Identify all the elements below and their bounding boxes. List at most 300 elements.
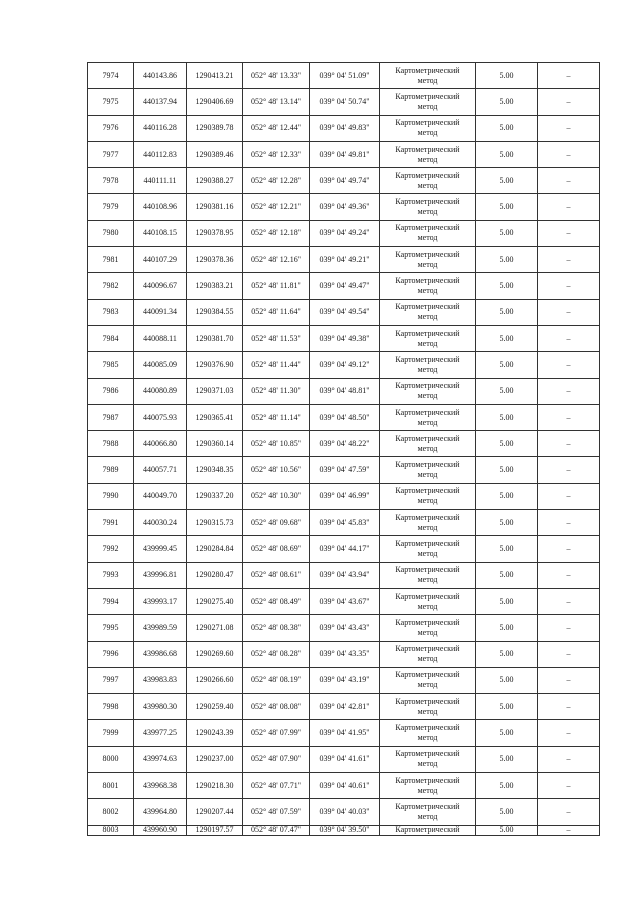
method-line-2: метод	[417, 233, 438, 243]
x-coordinate-cell: 440111.11	[134, 168, 187, 194]
method-line-1: Картометрический	[395, 749, 460, 759]
y-coordinate-cell: 1290237.00	[187, 746, 243, 772]
x-coordinate-cell: 440080.89	[134, 378, 187, 404]
note-cell: –	[538, 457, 600, 483]
latitude-cell: 052° 48' 10.56"	[243, 457, 310, 483]
x-coordinate-cell: 440116.28	[134, 115, 187, 141]
latitude-cell: 052° 48' 11.14"	[243, 404, 310, 430]
point-number-cell: 8001	[88, 773, 134, 799]
point-number-cell: 8000	[88, 746, 134, 772]
table-row	[88, 457, 600, 483]
accuracy-cell: 5.00	[476, 641, 538, 667]
method-line-1: Картометрический	[395, 144, 460, 154]
accuracy-cell: 5.00	[476, 825, 538, 835]
x-coordinate-cell: 439996.81	[134, 562, 187, 588]
table-row	[88, 115, 600, 141]
note-cell: –	[538, 141, 600, 167]
note-cell: –	[538, 825, 600, 835]
note-cell: –	[538, 273, 600, 299]
x-coordinate-cell: 440108.96	[134, 194, 187, 220]
x-coordinate-cell: 439977.25	[134, 720, 187, 746]
table-row	[88, 641, 600, 667]
method-line-1: Картометрический	[395, 354, 460, 364]
table-row	[88, 431, 600, 457]
point-number-cell: 7995	[88, 615, 134, 641]
note-cell: –	[538, 588, 600, 614]
x-coordinate-cell: 440096.67	[134, 273, 187, 299]
table-row	[88, 63, 600, 89]
y-coordinate-cell: 1290259.40	[187, 694, 243, 720]
accuracy-cell: 5.00	[476, 746, 538, 772]
latitude-cell: 052° 48' 12.18"	[243, 220, 310, 246]
accuracy-cell: 5.00	[476, 299, 538, 325]
latitude-cell: 052° 48' 13.33"	[243, 63, 310, 89]
method-cell	[380, 562, 476, 588]
table-row	[88, 89, 600, 115]
method-line-2: метод	[417, 548, 438, 558]
method-line-2: метод	[417, 785, 438, 795]
accuracy-cell: 5.00	[476, 799, 538, 825]
method-line-2: метод	[417, 75, 438, 85]
longitude-cell: 039° 04' 44.17"	[310, 536, 380, 562]
longitude-cell: 039° 04' 49.12"	[310, 352, 380, 378]
x-coordinate-cell: 440085.09	[134, 352, 187, 378]
method-cell	[380, 536, 476, 562]
method-line-2: метод	[417, 207, 438, 217]
y-coordinate-cell: 1290413.21	[187, 63, 243, 89]
latitude-cell: 052° 48' 10.85"	[243, 431, 310, 457]
method-cell	[380, 457, 476, 483]
x-coordinate-cell: 439964.80	[134, 799, 187, 825]
y-coordinate-cell: 1290337.20	[187, 483, 243, 509]
note-cell: –	[538, 115, 600, 141]
method-line-2: метод	[417, 391, 438, 401]
longitude-cell: 039° 04' 43.94"	[310, 562, 380, 588]
accuracy-cell: 5.00	[476, 141, 538, 167]
latitude-cell: 052° 48' 07.47"	[243, 825, 310, 835]
method-line-1: Картометрический	[395, 197, 460, 207]
method-cell	[380, 746, 476, 772]
method-line-1: Картометрический	[395, 65, 460, 75]
point-number-cell: 7987	[88, 404, 134, 430]
point-number-cell: 7986	[88, 378, 134, 404]
longitude-cell: 039° 04' 49.83"	[310, 115, 380, 141]
longitude-cell: 039° 04' 49.38"	[310, 325, 380, 351]
y-coordinate-cell: 1290271.08	[187, 615, 243, 641]
method-cell	[380, 325, 476, 351]
table-row	[88, 168, 600, 194]
y-coordinate-cell: 1290280.47	[187, 562, 243, 588]
longitude-cell: 039° 04' 46.99"	[310, 483, 380, 509]
note-cell: –	[538, 694, 600, 720]
method-cell	[380, 63, 476, 89]
note-cell: –	[538, 325, 600, 351]
method-line-2: метод	[417, 338, 438, 348]
note-cell: –	[538, 378, 600, 404]
note-cell: –	[538, 220, 600, 246]
note-cell: –	[538, 667, 600, 693]
method-line-1: Картометрический	[395, 723, 460, 733]
method-line-2: метод	[417, 575, 438, 585]
accuracy-cell: 5.00	[476, 220, 538, 246]
latitude-cell: 052° 48' 10.30"	[243, 483, 310, 509]
point-number-cell: 7977	[88, 141, 134, 167]
method-line-1: Картометрический	[395, 486, 460, 496]
method-line-2: метод	[417, 128, 438, 138]
method-cell	[380, 168, 476, 194]
accuracy-cell: 5.00	[476, 667, 538, 693]
longitude-cell: 039° 04' 43.43"	[310, 615, 380, 641]
y-coordinate-cell: 1290378.95	[187, 220, 243, 246]
point-number-cell: 7989	[88, 457, 134, 483]
method-line-2: метод	[417, 101, 438, 111]
x-coordinate-cell: 439980.30	[134, 694, 187, 720]
latitude-cell: 052° 48' 13.14"	[243, 89, 310, 115]
method-cell	[380, 352, 476, 378]
point-number-cell: 8002	[88, 799, 134, 825]
method-line-1: Картометрический	[395, 302, 460, 312]
longitude-cell: 039° 04' 47.59"	[310, 457, 380, 483]
longitude-cell: 039° 04' 50.74"	[310, 89, 380, 115]
table-row	[88, 694, 600, 720]
accuracy-cell: 5.00	[476, 63, 538, 89]
accuracy-cell: 5.00	[476, 457, 538, 483]
accuracy-cell: 5.00	[476, 588, 538, 614]
point-number-cell: 7981	[88, 247, 134, 273]
y-coordinate-cell: 1290389.78	[187, 115, 243, 141]
method-line-2: метод	[417, 286, 438, 296]
note-cell: –	[538, 299, 600, 325]
y-coordinate-cell: 1290389.46	[187, 141, 243, 167]
method-line-1: Картометрический	[395, 825, 460, 834]
x-coordinate-cell: 439993.17	[134, 588, 187, 614]
point-number-cell: 7978	[88, 168, 134, 194]
method-cell	[380, 667, 476, 693]
method-cell	[380, 825, 476, 835]
accuracy-cell: 5.00	[476, 404, 538, 430]
table-row	[88, 588, 600, 614]
x-coordinate-cell: 439960.90	[134, 825, 187, 835]
table-row	[88, 299, 600, 325]
point-number-cell: 7996	[88, 641, 134, 667]
method-cell	[380, 404, 476, 430]
method-line-2: метод	[417, 443, 438, 453]
method-cell	[380, 720, 476, 746]
note-cell: –	[538, 89, 600, 115]
table-row	[88, 536, 600, 562]
table-row	[88, 325, 600, 351]
point-number-cell: 7975	[88, 89, 134, 115]
note-cell: –	[538, 615, 600, 641]
table-row	[88, 220, 600, 246]
y-coordinate-cell: 1290381.70	[187, 325, 243, 351]
method-line-2: метод	[417, 680, 438, 690]
x-coordinate-cell: 439974.63	[134, 746, 187, 772]
note-cell: –	[538, 746, 600, 772]
note-cell: –	[538, 536, 600, 562]
method-line-1: Картометрический	[395, 801, 460, 811]
method-line-2: метод	[417, 312, 438, 322]
x-coordinate-cell: 440137.94	[134, 89, 187, 115]
method-line-1: Картометрический	[395, 433, 460, 443]
method-cell	[380, 694, 476, 720]
accuracy-cell: 5.00	[476, 325, 538, 351]
y-coordinate-cell: 1290275.40	[187, 588, 243, 614]
x-coordinate-cell: 440091.34	[134, 299, 187, 325]
table-row	[88, 404, 600, 430]
x-coordinate-cell: 440112.83	[134, 141, 187, 167]
method-cell	[380, 799, 476, 825]
accuracy-cell: 5.00	[476, 773, 538, 799]
y-coordinate-cell: 1290383.21	[187, 273, 243, 299]
x-coordinate-cell: 440030.24	[134, 510, 187, 536]
x-coordinate-cell: 440143.86	[134, 63, 187, 89]
point-number-cell: 7992	[88, 536, 134, 562]
method-line-1: Картометрический	[395, 617, 460, 627]
x-coordinate-cell: 440107.29	[134, 247, 187, 273]
point-number-cell: 7974	[88, 63, 134, 89]
x-coordinate-cell: 439999.45	[134, 536, 187, 562]
longitude-cell: 039° 04' 40.61"	[310, 773, 380, 799]
longitude-cell: 039° 04' 39.50"	[310, 825, 380, 835]
point-number-cell: 7984	[88, 325, 134, 351]
latitude-cell: 052° 48' 11.30"	[243, 378, 310, 404]
point-number-cell: 7999	[88, 720, 134, 746]
latitude-cell: 052° 48' 12.33"	[243, 141, 310, 167]
method-line-2: метод	[417, 180, 438, 190]
longitude-cell: 039° 04' 49.74"	[310, 168, 380, 194]
method-line-1: Картометрический	[395, 276, 460, 286]
method-line-1: Картометрический	[395, 381, 460, 391]
latitude-cell: 052° 48' 08.49"	[243, 588, 310, 614]
latitude-cell: 052° 48' 08.61"	[243, 562, 310, 588]
method-line-1: Картометрический	[395, 249, 460, 259]
y-coordinate-cell: 1290284.84	[187, 536, 243, 562]
latitude-cell: 052° 48' 09.68"	[243, 510, 310, 536]
note-cell: –	[538, 431, 600, 457]
x-coordinate-cell: 440088.11	[134, 325, 187, 351]
method-line-2: метод	[417, 496, 438, 506]
point-number-cell: 7976	[88, 115, 134, 141]
accuracy-cell: 5.00	[476, 194, 538, 220]
y-coordinate-cell: 1290365.41	[187, 404, 243, 430]
longitude-cell: 039° 04' 48.81"	[310, 378, 380, 404]
method-cell	[380, 641, 476, 667]
method-line-2: метод	[417, 522, 438, 532]
latitude-cell: 052° 48' 11.44"	[243, 352, 310, 378]
y-coordinate-cell: 1290207.44	[187, 799, 243, 825]
longitude-cell: 039° 04' 43.67"	[310, 588, 380, 614]
accuracy-cell: 5.00	[476, 562, 538, 588]
method-line-1: Картометрический	[395, 591, 460, 601]
table-row	[88, 378, 600, 404]
method-line-2: метод	[417, 601, 438, 611]
note-cell: –	[538, 194, 600, 220]
method-cell	[380, 615, 476, 641]
y-coordinate-cell: 1290360.14	[187, 431, 243, 457]
latitude-cell: 052° 48' 08.38"	[243, 615, 310, 641]
method-cell	[380, 510, 476, 536]
y-coordinate-cell: 1290348.35	[187, 457, 243, 483]
table-row	[88, 510, 600, 536]
accuracy-cell: 5.00	[476, 615, 538, 641]
accuracy-cell: 5.00	[476, 431, 538, 457]
method-line-1: Картометрический	[395, 775, 460, 785]
y-coordinate-cell: 1290384.55	[187, 299, 243, 325]
method-line-1: Картометрический	[395, 170, 460, 180]
accuracy-cell: 5.00	[476, 273, 538, 299]
table-row	[88, 273, 600, 299]
method-line-2: метод	[417, 654, 438, 664]
latitude-cell: 052° 48' 12.16"	[243, 247, 310, 273]
x-coordinate-cell: 439968.38	[134, 773, 187, 799]
latitude-cell: 052° 48' 12.21"	[243, 194, 310, 220]
longitude-cell: 039° 04' 49.21"	[310, 247, 380, 273]
point-number-cell: 7997	[88, 667, 134, 693]
x-coordinate-cell: 440108.15	[134, 220, 187, 246]
method-line-1: Картометрический	[395, 696, 460, 706]
table-row	[88, 799, 600, 825]
y-coordinate-cell: 1290381.16	[187, 194, 243, 220]
accuracy-cell: 5.00	[476, 247, 538, 273]
table-row	[88, 615, 600, 641]
method-line-1: Картометрический	[395, 91, 460, 101]
longitude-cell: 039° 04' 45.83"	[310, 510, 380, 536]
latitude-cell: 052° 48' 08.28"	[243, 641, 310, 667]
y-coordinate-cell: 1290406.69	[187, 89, 243, 115]
longitude-cell: 039° 04' 51.09"	[310, 63, 380, 89]
longitude-cell: 039° 04' 41.61"	[310, 746, 380, 772]
accuracy-cell: 5.00	[476, 378, 538, 404]
note-cell: –	[538, 404, 600, 430]
x-coordinate-cell: 440066.80	[134, 431, 187, 457]
method-cell	[380, 273, 476, 299]
accuracy-cell: 5.00	[476, 352, 538, 378]
point-number-cell: 7982	[88, 273, 134, 299]
latitude-cell: 052° 48' 07.71"	[243, 773, 310, 799]
table-body	[88, 63, 600, 836]
method-line-2: метод	[417, 470, 438, 480]
method-line-1: Картометрический	[395, 460, 460, 470]
latitude-cell: 052° 48' 12.28"	[243, 168, 310, 194]
table-row	[88, 773, 600, 799]
y-coordinate-cell: 1290243.39	[187, 720, 243, 746]
accuracy-cell: 5.00	[476, 720, 538, 746]
latitude-cell: 052° 48' 11.53"	[243, 325, 310, 351]
accuracy-cell: 5.00	[476, 510, 538, 536]
table-row	[88, 562, 600, 588]
method-cell	[380, 378, 476, 404]
longitude-cell: 039° 04' 49.81"	[310, 141, 380, 167]
y-coordinate-cell: 1290218.30	[187, 773, 243, 799]
method-line-2: метод	[417, 759, 438, 769]
note-cell: –	[538, 720, 600, 746]
x-coordinate-cell: 439989.59	[134, 615, 187, 641]
point-number-cell: 7998	[88, 694, 134, 720]
method-line-1: Картометрический	[395, 538, 460, 548]
method-cell	[380, 115, 476, 141]
point-number-cell: 7994	[88, 588, 134, 614]
longitude-cell: 039° 04' 42.81"	[310, 694, 380, 720]
table-row	[88, 667, 600, 693]
table-row	[88, 194, 600, 220]
coordinates-table	[87, 62, 600, 836]
table-row	[88, 746, 600, 772]
method-line-2: метод	[417, 259, 438, 269]
method-line-2: метод	[417, 627, 438, 637]
x-coordinate-cell: 439983.83	[134, 667, 187, 693]
note-cell: –	[538, 168, 600, 194]
y-coordinate-cell: 1290197.57	[187, 825, 243, 835]
note-cell: –	[538, 773, 600, 799]
accuracy-cell: 5.00	[476, 115, 538, 141]
accuracy-cell: 5.00	[476, 168, 538, 194]
longitude-cell: 039° 04' 43.35"	[310, 641, 380, 667]
table-row	[88, 141, 600, 167]
longitude-cell: 039° 04' 48.50"	[310, 404, 380, 430]
point-number-cell: 7983	[88, 299, 134, 325]
point-number-cell: 7991	[88, 510, 134, 536]
x-coordinate-cell: 440075.93	[134, 404, 187, 430]
y-coordinate-cell: 1290388.27	[187, 168, 243, 194]
latitude-cell: 052° 48' 11.64"	[243, 299, 310, 325]
method-cell	[380, 588, 476, 614]
latitude-cell: 052° 48' 11.81"	[243, 273, 310, 299]
table-row	[88, 720, 600, 746]
method-cell	[380, 299, 476, 325]
x-coordinate-cell: 440049.70	[134, 483, 187, 509]
y-coordinate-cell: 1290376.90	[187, 352, 243, 378]
y-coordinate-cell: 1290371.03	[187, 378, 243, 404]
method-cell	[380, 483, 476, 509]
method-line-1: Картометрический	[395, 407, 460, 417]
latitude-cell: 052° 48' 12.44"	[243, 115, 310, 141]
method-cell	[380, 89, 476, 115]
method-line-2: метод	[417, 706, 438, 716]
latitude-cell: 052° 48' 08.08"	[243, 694, 310, 720]
point-number-cell: 7980	[88, 220, 134, 246]
longitude-cell: 039° 04' 49.36"	[310, 194, 380, 220]
longitude-cell: 039° 04' 43.19"	[310, 667, 380, 693]
method-cell	[380, 773, 476, 799]
note-cell: –	[538, 247, 600, 273]
method-line-1: Картометрический	[395, 118, 460, 128]
table-row	[88, 825, 600, 835]
point-number-cell: 8003	[88, 825, 134, 835]
note-cell: –	[538, 562, 600, 588]
method-line-1: Картометрический	[395, 328, 460, 338]
x-coordinate-cell: 440057.71	[134, 457, 187, 483]
table-row	[88, 247, 600, 273]
longitude-cell: 039° 04' 48.22"	[310, 431, 380, 457]
latitude-cell: 052° 48' 08.69"	[243, 536, 310, 562]
latitude-cell: 052° 48' 08.19"	[243, 667, 310, 693]
point-number-cell: 7993	[88, 562, 134, 588]
method-line-2: метод	[417, 733, 438, 743]
longitude-cell: 039° 04' 40.03"	[310, 799, 380, 825]
latitude-cell: 052° 48' 07.90"	[243, 746, 310, 772]
longitude-cell: 039° 04' 49.54"	[310, 299, 380, 325]
method-line-2: метод	[417, 364, 438, 374]
latitude-cell: 052° 48' 07.99"	[243, 720, 310, 746]
note-cell: –	[538, 483, 600, 509]
note-cell: –	[538, 641, 600, 667]
table-row	[88, 483, 600, 509]
longitude-cell: 039° 04' 41.95"	[310, 720, 380, 746]
y-coordinate-cell: 1290315.73	[187, 510, 243, 536]
longitude-cell: 039° 04' 49.24"	[310, 220, 380, 246]
method-line-2: метод	[417, 154, 438, 164]
